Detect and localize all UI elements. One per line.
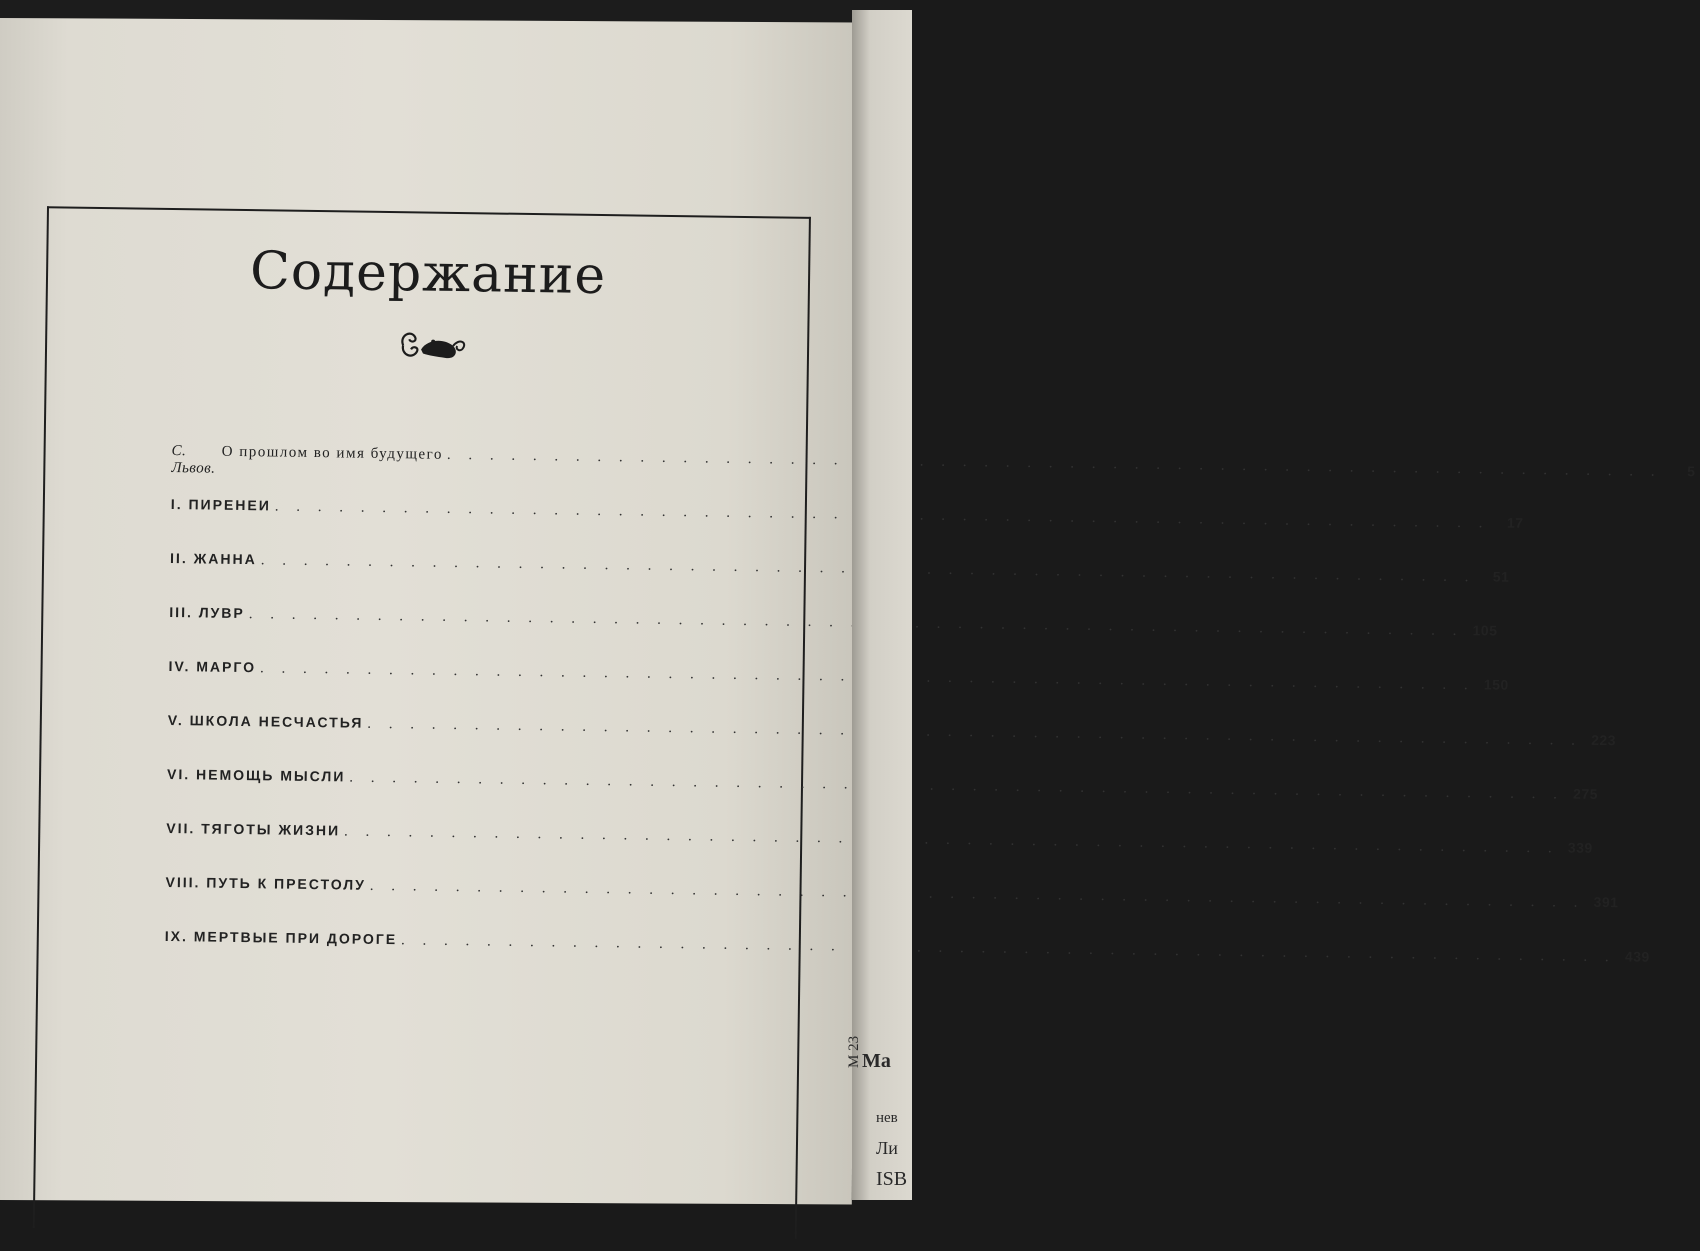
toc-list [164, 442, 1696, 989]
flourish-ornament-icon [397, 323, 470, 366]
toc-entry-title: I. ПИРЕНЕИ [170, 496, 271, 514]
toc-entry-title: IV. МАРГО [168, 657, 257, 676]
toc-entry-chapter-9 [164, 927, 1650, 989]
adjacent-page-fragment: М 23 [846, 1035, 862, 1068]
toc-entry-page: 339 [1567, 839, 1593, 856]
toc-entry-chapter-8 [165, 873, 1619, 935]
toc-entry-title: III. ЛУВР [169, 603, 245, 622]
dot-leader [370, 878, 1585, 912]
toc-entry-title: V. ШКОЛА НЕСЧАСТЬЯ [167, 711, 364, 731]
toc-entry-chapter-2 [169, 550, 1510, 611]
toc-entry-title: VI. НЕМОЩЬ МЫСЛИ [166, 765, 346, 785]
adjacent-page-fragment: Ли [876, 1138, 898, 1158]
dot-leader [447, 447, 1662, 481]
adjacent-page-fragment: ISB [876, 1168, 908, 1190]
toc-entry-page: 223 [1591, 731, 1617, 749]
dot-leader [349, 770, 1564, 804]
toc-entry-chapter-3 [169, 603, 1498, 665]
toc-entry-page: 17 [1506, 514, 1524, 531]
toc-entry-page: 150 [1483, 676, 1509, 693]
toc-entry-title: VII. ТЯГОТЫ ЖИЗНИ [166, 819, 341, 839]
toc-entry-title: IX. МЕРТВЫЕ ПРИ ДОРОГЕ [164, 927, 398, 948]
toc-entry-title: О прошлом во имя будущего [221, 443, 444, 463]
toc-entry-chapter-1 [170, 496, 1524, 557]
dot-leader [367, 716, 1582, 750]
toc-entry-page: 275 [1572, 785, 1599, 802]
toc-entry-page: 5 [1687, 463, 1696, 480]
toc-entry-chapter-7 [166, 819, 1593, 881]
toc-entry-chapter-4 [168, 657, 1509, 719]
dot-leader [344, 823, 1559, 857]
toc-entry-page: 105 [1472, 622, 1498, 639]
toc-entry-chapter-5 [167, 711, 1617, 773]
toc-entry-page: 439 [1624, 948, 1650, 965]
toc-entry-author: С. Львов. [171, 443, 216, 477]
dot-leader [401, 932, 1616, 966]
toc-entry-page: 391 [1593, 893, 1619, 911]
toc-entry-chapter-6 [166, 765, 1599, 827]
contents-heading: Содержание [249, 241, 607, 307]
toc-entry-page: 51 [1492, 568, 1510, 585]
toc-entry-title: VIII. ПУТЬ К ПРЕСТОЛУ [165, 873, 366, 893]
adjacent-page-fragment: Ма [862, 1050, 891, 1072]
toc-entry-foreword [171, 442, 1696, 503]
adjacent-page-fragment: нев [876, 1110, 898, 1126]
toc-entry-title: II. ЖАННА [170, 550, 257, 568]
adjacent-page-edge [846, 10, 912, 1200]
